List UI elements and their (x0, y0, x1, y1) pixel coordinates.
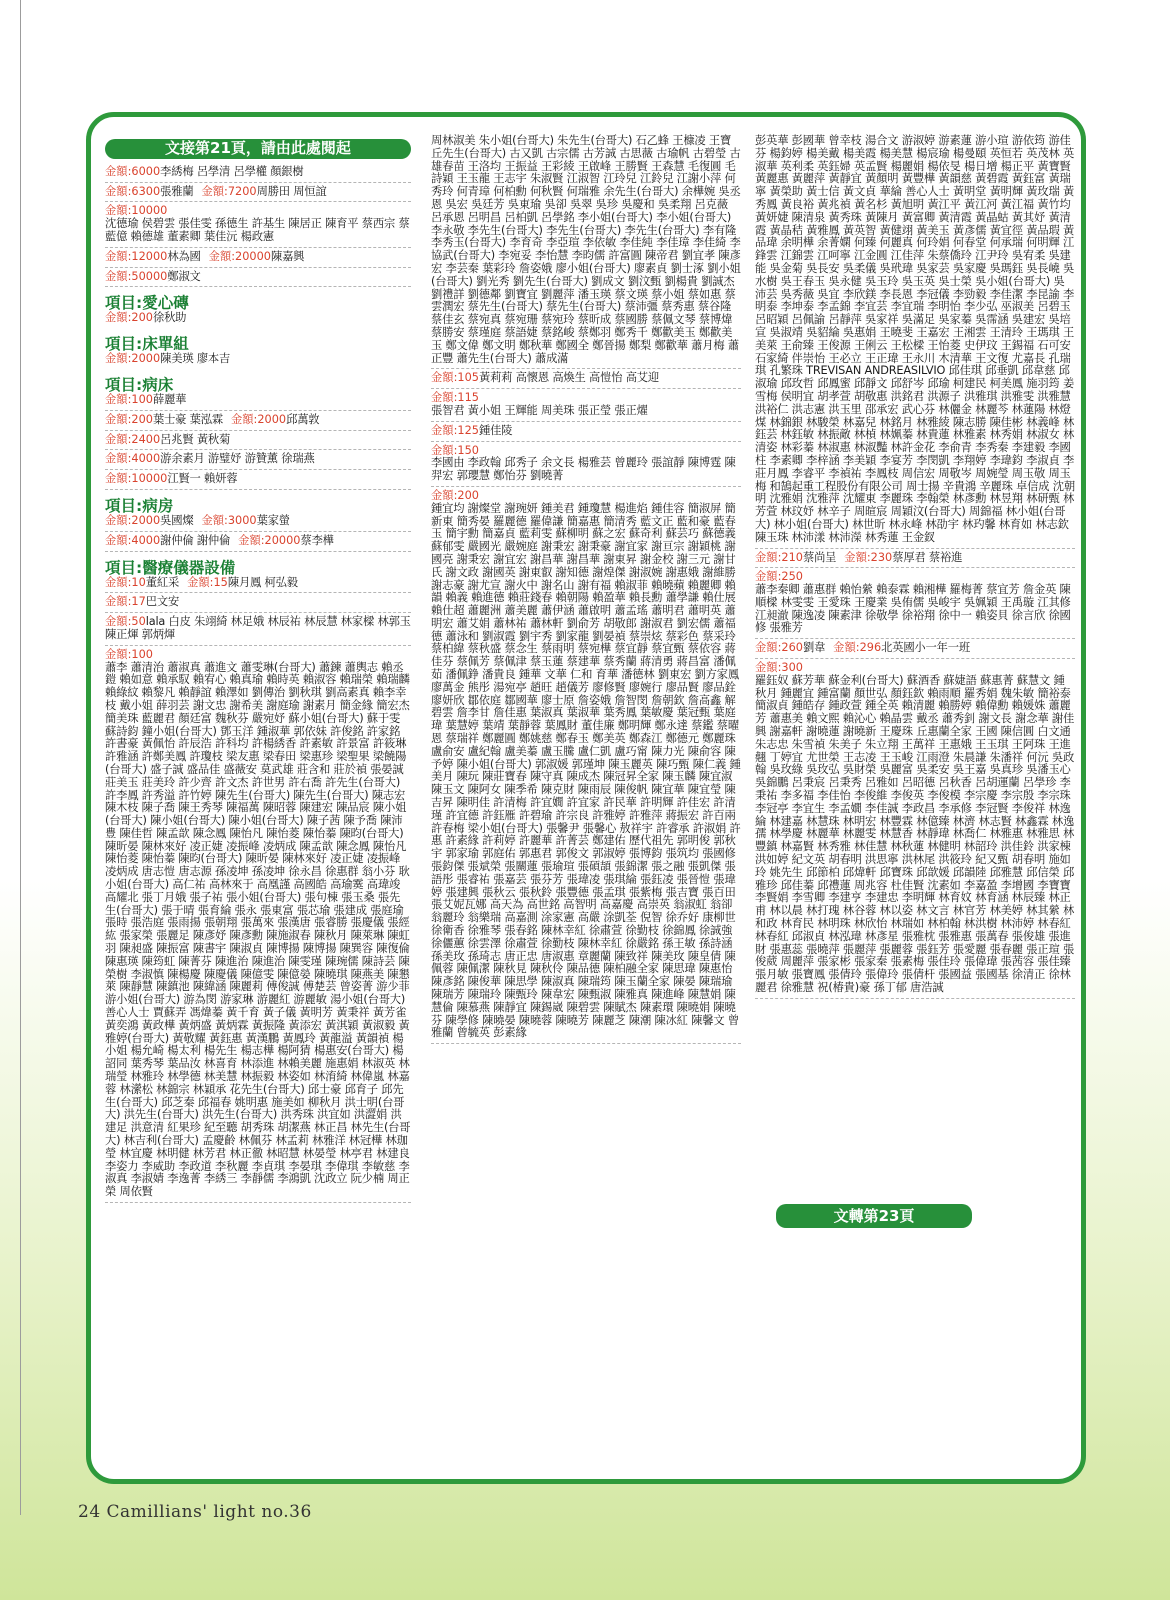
project-heading: 項目:醫療儀器設備 (105, 558, 236, 577)
donation-block (105, 269, 411, 288)
donation-block (105, 553, 411, 594)
amount-label: 金額:6300 (105, 184, 161, 198)
amount-entry (755, 641, 825, 654)
amount-line (755, 662, 1075, 675)
amount-label: 金額:12000 (105, 249, 168, 263)
donor-list: 沈德瑜 侯碧雲 張佳雯 孫德生 許基生 陳居正 陳育平 蔡西宗 蔡藍億 賴德雄 董素卿 葉佳沅 楊政憲 (105, 217, 410, 243)
page-footer: 24 Camillians' light no.36 (78, 1502, 312, 1522)
amount-line (105, 596, 411, 609)
amount-line (105, 616, 411, 642)
amount-entry (105, 270, 201, 283)
donor-list: 蕭李 蕭清治 蕭淑真 蕭進文 蕭雯琳(台哥大) 蕭鍊 蕭輿志 賴丞鎧 賴如意 賴承馭 賴宥心 賴真瑜 賴時英 賴淑容 賴瑞榮 賴瑞麟 賴綠紋 賴黎凡 賴靜誼 賴澤如 劉傳治 劉秋琪 劉高素真 賴李幸枝 戴小姐 薛羽芸 謝文忠 謝希美 謝庭瑜 謝素月 簡金緣 簡宏杰 簡美珠 藍麗君 顏廷富 魏秋芬 嚴宛妤 蘇小姐(台哥大) 蘇于雯 蘇詩鈞 鐘小姐(台哥大) 鄧玉洋 鍾淑華 郭依妹 許俊銘 許家銘 許書豪 黃佩怡 許辰浩 許科均 許楊綉香 許素敏 許景富 許筱琳 許雅涵 許鄭美鳳 許瓊枝 梁友惠 梁春田 梁惠珍 梁聖果 梁饒陽(台哥大) 盛子誠 盛品佳 盛薇安 莫武雄 莊含和 莊於禎 張晏誠 莊美玉 莊美玲 許少齊 許文杰 許世男 許右喬 許先生(台哥大) 許李鳳 許秀溢 許竹婷 陳先生(台哥大) 陳先生(台哥大) 陳志宏 陳木枝 陳子喬 陳王秀琴 陳福萬 陳昭蓉 陳建宏 陳品宸 陳小姐(台哥大) 陳小姐(台哥大) 陳小姐(台哥大) 陳子茜 陳予喬 陳沛豊 陳佳哲 陳孟歆 陳念鳳 陳怡凡 陳怡菱 陳怡蓁 陳昀(台哥大) 陳昕晏 陳林來好 凌正婕 凌振峰 凌炳成 陳孟歆 陳念鳳 陳怡凡 陳怡菱 陳怡蓁 陳昀(台哥大) 陳昕晏 陳林來好 凌正婕 凌振峰 凌炳成 唐志愷 唐志源 孫凌坤 孫凌坤 徐永昌 徐惠群 翁小芬 耿小姐(台哥大) 高仁祐 高林來于 高凰謹 高國皓 高瑜霙 高瑋竣 高耀北 張丁月娥 張子祐 張小姐(台哥大) 張句棟 張玉桑 張先生(台哥大) 張于晴 張育綸 張永 張東富 張芯瑜 張建成 張庭瑜 張時 張浩庭 張雨揚 張朝翔 張萬來 張漢唐 張睿勝 張慶儀 張經紘 張家榮 張麗足 陳彥妤 陳彥勳 陳施淑春 陳秋月 陳萊琳 陳虹羽 陳昶盛 陳振富 陳書宇 陳淑貞 陳博揚 陳博揚 陳巽容 陳復倫 陳惠瑛 陳筠虹 陳菁芬 陳進治 陳進治 陳雯瑾 陳琬儒 陳詩芸 陳榮樹 李淑慎 陳楊慶 陳慶儀 陳億雯 陳億嫈 陳曉琪 陳燕美 陳懇萊 陳靜慧 陳鎮池 陳緯涵 陳麗莉 傅俊誠 傅楚芸 曾姿菁 游少菲 游小姐(台哥大) 游為閔 游家琳 游麗紅 游麗敏 湯小姐(台哥大) 善心人士 賈蘇弄 馮煒蓁 黃千育 黃子儀 黃明芳 黃秉祥 黃芳雀 黃奕鴻 黃政樺 黃炳盛 黃炳霖 黃振隆 黃添宏 黃淇穎 黃淑毅 黃雅婷(台哥大) 黃敬耀 黃鈺惠 黃漢鵬 黃鳳玲 黃龍溢 黃韻禎 楊小姐 楊允崎 楊太利 楊先生 楊志樺 楊阿猜 楊惠安(台哥大) 楊詔同 葉秀琴 葉品汝 林喜育 林添進 林賴美麗 施惠娟 林淑英 林瑞瑩 林雅玲 林學德 林美慧 林振毅 林姿如 林淯綺 林偉嵐 林嘉蓉 林瀠松 林錦宗 林穎承 花先生(台哥大) 邱士豪 邱育子 邱先生(台哥大) 邱芝秦 邱福春 姚明惠 施美如 柳秋月 洪士明(台哥大) 洪先生(台哥大) 洪先生(台哥大) 洪秀珠 洪宜如 洪澀娟 洪建足 洪意清 紅果珍 紀至聽 胡秀珠 胡潔燕 林正昌 林先生(台哥大) 林吉利(台哥大) 孟慶齡 林佩芬 林孟莉 林雅洋 林冠樺 林珈瑩 林宜慶 林明健 林芳君 林正徹 林昭慧 林晏瑩 林亭君 林建良 李姿力 李威助 李政道 李秋麗 李貞琪 李晏琪 李偉琪 李敏慈 李淑真 李淑婧 李逸菁 李綉三 李靜儒 李鴻凱 沈政立 阮少楠 周正榮 周依賢 (105, 660, 411, 1199)
donation-block (105, 533, 411, 552)
donor-names: 葉家螢 (256, 513, 290, 527)
project-heading: 項目:床單組 (105, 335, 189, 354)
amount-label: 金額:105 (431, 371, 479, 385)
donation-block (105, 594, 411, 613)
amount-label: 金額:7200 (201, 184, 257, 198)
donation-list-panel (86, 112, 1086, 1484)
amount-entry (105, 250, 201, 263)
amount-label: 金額:2000 (230, 412, 287, 426)
amount-label: 金額:230 (844, 550, 893, 564)
amount-line (105, 353, 411, 366)
amount-label: 金額:15 (187, 575, 228, 589)
donation-block (105, 614, 411, 646)
amount-entry (431, 489, 479, 502)
amount-entry (431, 444, 479, 457)
donor-names: 呂兆賢 黃秋菊 (160, 432, 231, 446)
donation-block (431, 423, 741, 442)
amount-entry (105, 534, 230, 547)
donation-block (755, 640, 1075, 659)
amount-entry (105, 595, 179, 608)
amount-line (105, 271, 411, 284)
amount-line (105, 186, 411, 199)
amount-label: 金額:115 (431, 391, 479, 405)
amount-label: 金額:150 (431, 443, 479, 457)
amount-label: 金額:4000 (105, 533, 161, 547)
amount-line (105, 453, 411, 466)
amount-label: 金額:210 (755, 550, 803, 564)
amount-line (755, 642, 1075, 655)
donation-block (431, 390, 741, 422)
amount-entry (755, 570, 803, 583)
amount-line (105, 414, 411, 427)
amount-label: 金額:200 (105, 311, 153, 325)
amount-entry (833, 641, 970, 654)
donor-names: 陳嘉興 (270, 249, 305, 263)
donation-block (105, 471, 411, 490)
donor-names: 陳月鳳 柯弘毅 (227, 575, 298, 589)
donation-block (105, 491, 411, 532)
donor-names: 鍾佳陵 (478, 423, 513, 437)
donation-block (105, 647, 411, 1203)
donation-block (105, 164, 411, 183)
amount-entry (105, 352, 230, 365)
amount-label: 金額:10 (105, 575, 146, 589)
donor-names: 徐秋助 (152, 311, 187, 325)
donor-names: 邱萬敦 (286, 412, 320, 426)
amount-entry (105, 413, 223, 426)
amount-label: 金額:200 (105, 412, 153, 426)
amount-label: 金額:20000 (238, 533, 301, 547)
column-right (755, 133, 1075, 1000)
amount-line (431, 372, 741, 385)
left-rule-line (20, 0, 21, 1515)
donation-block (431, 443, 741, 487)
donor-names: 張雅蘭 (160, 184, 194, 198)
donor-list: 羅鈺奴 蘇芳華 蘇金利(台哥大) 蘇酒香 蘇婕語 蘇惠菁 蘇慧文 鍾秋月 鍾麗宜 鍾富蘭 顏世弘 顏鈺欽 賴雨順 羅秀娟 魏朱敏 簡裕泰 簡淑貞 鍾皓存 鍾政萱 鍾全英 賴清麗 賴勝婷 賴偉勳 賴媛姝 蕭麗芳 蕭惠美 賴文熙 賴沁心 賴晶雲 戴丞 蕭秀釗 謝文長 謝念華 謝佳興 謝嘉軒 謝曉蓮 謝曉新 王慶珠 丘惠蘭全家 王國 陳信圓 白文通 朱志忠 朱雪禎 朱美子 朱立翔 王萬祥 王惠娥 王玉琪 王阿珠 王進翹 丁婷宜 尤世榮 王志凌 王玉峻 江雨澄 朱晨謙 朱潘祥 何沅 吳政翰 吳玫綠 吳玫弘 吳財榮 吳麗富 吳柔安 吳王嘉 吳真珍 吳潘玉心 吳錦鵬 呂秉宸 呂秉秀 呂雅如 呂昭德 呂秋香 呂胡運蘭 呂學珍 李秉祐 李多福 李佳怡 李俊維 李俊英 李俊模 李宗慶 李宗殷 李宗珠 李冠亭 李宜生 李孟嫺 李佳誠 李政昌 李承修 李冠賢 李俊祥 林逸綸 林建嘉 林慧珠 林明宏 林豐霖 林億臻 林濟 林志賢 林鑫霖 林逸孺 林學慶 林麗華 林麗雯 林慧香 林靜瑋 林喬仁 林雅惠 林雅思 林豐鎮 林嘉賢 林秀雅 林佳慧 林秋蓮 林健明 林韶玲 洪佳鈴 洪家棟 洪如婷 紀文英 胡春明 洪思寧 洪林尾 洪筱玲 紀又甄 胡春明 施如玲 姚先生 邱節柏 邱煒軒 邱寶珠 邱歆媛 邱韻陸 邱雅慧 邱信榮 邱雅珍 邱佳蓁 邱禮蓮 周兆容 杜佳賢 沈素如 李嘉盈 李增國 李寶寶 李賢娟 李雪卿 李建亨 李建忠 李明輝 林育妏 林育涵 林辰臻 林正甫 林以晨 林打瑰 林谷蓉 林以姿 林文言 林官芳 林美婷 林其縈 林和政 林育民 林明珠 林欣怡 林瑞如 林柏翰 林洪樹 林沛婷 林春紅 林春紅 邱淑貞 林泓瑋 林彥星 張雅枕 張雅惠 張萬春 張俊雄 張進財 張惠蕊 張曉萍 張麗萍 張麗蓉 張鈺芳 張愛麗 張春麗 張正瑄 張俊葳 周麗萍 張家彬 張家秦 張素梅 張佳玲 張偉瑋 張茜容 張佳臻 張月敏 張寶鳳 張倩玲 張偉玲 張倩杆 張國益 張國基 徐清正 徐林麗君 徐雅慧 祝(椿貴)豪 孫丁郁 唐浩誠 (755, 673, 1075, 994)
amount-line (431, 425, 741, 438)
donor-names: 劉韋 (802, 641, 826, 655)
amount-entry (105, 514, 193, 527)
donor-names: 黃莉莉 高懷恩 高煥生 高愷怡 高艾迎 (478, 371, 659, 385)
donation-block (105, 184, 411, 203)
amount-entry (105, 204, 167, 217)
donation-block (105, 412, 411, 431)
amount-label: 金額:296 (833, 641, 882, 655)
amount-entry (431, 371, 659, 384)
donor-list: 彭英華 彭國華 曾幸枝 湯合文 游淑婷 游素蓮 游小瑄 游依筠 游佳芬 楊鈞婷 楊美戴 楊美霞 楊美慧 楊宸瑜 楊曼頤 英恒若 英茂林 英淑華 英利柔 英鈺婦 英孟賢 楊麗娟 楊依旻 楊日增 楊正平 黃寶賢 黃麗惠 黃麗萍 黃靜宜 黃顏明 黃豐樺 黃韻慈 黃碧霞 黃鈺富 黃瑞寧 黃榮助 黃士信 黃文貞 華綸 善心人士 黃明堂 黃明輝 黃玫瑞 黃秀鳳 黃良裕 黃兆禎 黃名杉 黃旭明 黃江平 黃江河 黃江福 黃竹均 黃妍婕 陳清泉 黃秀珠 黃陳月 黃富卿 黃清霞 黃晶蛄 黃其妤 黃清霞 黃晶秸 黃雅鳳 黃英智 黃健翊 黃美玉 黃彥儒 黃宜徑 黃品瑕 黃品瑋 余明樺 余菁嫻 何臻 何麗真 何玲娟 何春堂 何承瑞 何明輝 江鋒雲 江錦雲 江呵寧 江金圓 江佳萍 朱蔡僑玲 江尹玲 吳宥柔 吳建能 吳金菊 吳長安 吳柔儀 吳玳瑋 吳家芸 吳家慶 吳瑪鈺 吳長嶢 吳水樹 吳王春玉 吳永健 吳玉玲 吳玉英 吳士榮 吳小姐(台哥大) 吳沛芸 吳秀薇 吳宜 李欣鎂 李長恩 李冠儀 李勁毅 李佳潔 李昆諭 李明泰 李坤泰 李孟錦 李宜芸 李宜瑞 李明怡 李少弘 巫淑美 呂碧玉 呂昭穎 呂佩諭 呂靜萍 吳家祥 吳滿足 吳家蓁 吳霈涵 吳建宏 吳培宣 吳淑靖 吳貂綸 吳惠娟 王曉斐 王嘉宏 王湘雲 王清玲 王瑪琪 王美萊 王俞臻 王俊源 王俐云 王松樑 王怡菱 史伊玟 王錫福 石可安 石家綺 伴崇怡 王必立 王正瑋 王永川 木清華 王文復 尤嘉長 孔瑞琪 孔繁珠 TREVISAN ANDREASILVIO 邱佳琪 邱垂凱 邱韋慈 邱淑瑜 邱玫哲 邱鳳蜜 邱靜文 邱舒岑 邱瑜 柯建民 柯美鳳 施羽筠 姜雪梅 侯明宜 胡孝萱 胡敬惠 洪銘君 洪源子 洪雅琪 洪雅雯 洪雅慧 洪裕仁 洪志憲 洪玉里 邵承宏 武心芬 林儷金 林麗芩 林蓮陽 林燈煤 林錦銀 林駿榮 林嘉兒 林銘月 林雅綾 陳志勝 陳佳彬 林義峰 林鈺芸 林鈺敏 林振敵 林楨 林姵蓁 林貴蓮 林雅素 林秀娟 林淑女 林清姿 林彩蓁 林淑惠 林淑豔 林許金花 李俞青 李秀秦 李建毅 李國柱 李素卿 李梓涵 李美穎 李宴芳 李閔凱 李翔婷 李瑋鈞 李淑貞 李莊月鳳 李睿平 李禎祐 李鳳枝 周信宏 周敬岑 周婉瑩 周玉敬 周玉梅 和鵠起重工程股份有限公司 周士揚 辛貴鴻 辛麗珠 卓信成 沈朝明 沈雅娟 沈雅萍 沈耀東 李麗珠 李翰榮 林彥勳 林昱翔 林研甄 林芳萱 林玟妤 林辛子 周暄宸 周穎汶(台哥大) 周錦福 林小姐(台哥大) 林小姐(台哥大) 林世昕 林永峰 林劭宇 林玓馨 林育如 林志欽 陳玉珠 林沛漾 林沛濚 林秀蓮 王金釵 (755, 134, 1075, 544)
donor-list: 張智君 黃小姐 王輝能 周美珠 張正瑩 張正燿 (431, 403, 648, 417)
donation-block (755, 660, 1075, 999)
amount-entry (231, 413, 319, 426)
column-left (105, 139, 411, 1204)
amount-entry (201, 185, 326, 198)
amount-label: 金額:260 (755, 641, 803, 655)
amount-label: 金額:20000 (208, 249, 271, 263)
donation-block (755, 133, 1075, 549)
amount-entry (105, 452, 315, 465)
project-heading: 項目:病房 (105, 496, 174, 515)
amount-entry (238, 534, 334, 547)
amount-line (105, 251, 411, 264)
amount-entry (431, 391, 479, 404)
amount-entry (755, 551, 836, 564)
donation-block (431, 370, 741, 389)
amount-entry (105, 393, 186, 406)
donor-names: 巴文安 (145, 595, 180, 609)
donor-names: 游余素月 游璧妤 游贊薰 徐瑞燕 (160, 452, 315, 466)
column-middle (431, 133, 741, 1045)
amount-label: 金額:250 (755, 570, 803, 584)
donor-names: 董紅采 (145, 575, 180, 589)
donor-names: 鄭淑文 (167, 269, 201, 283)
donation-block (755, 550, 1075, 569)
donation-block (105, 370, 411, 411)
amount-line (105, 577, 411, 590)
amount-entry (105, 185, 193, 198)
donation-block (431, 488, 741, 1044)
donor-names: 林為國 (167, 249, 201, 263)
amount-entry (105, 165, 304, 178)
donor-names: 薛麗華 (152, 392, 187, 406)
amount-label: 金額:300 (755, 661, 803, 675)
amount-entry (105, 615, 411, 641)
donation-block (755, 569, 1075, 639)
donor-list: 鍾宜均 謝燦堂 謝琬妍 鍾美君 鍾瓊慧 楊進焰 鍾佳容 簡淑屏 簡新東 簡秀晏 羅麗德 羅偉謙 簡嘉惠 簡清秀 藍文正 藍和豪 藍春玉 簡宇勳 簡嘉貞 藍莉雯 蘇柳明 蘇之宏 蘇奇利 蘇芸巧 蘇德義 蘇郁雯 嚴國光 嚴婉庭 謝秉宏 謝秉豪 謝宜家 謝亘宗 謝穎桃 謝國亮 謝秉宏 謝宜宏 謝昌華 謝昌華 謝東昇 謝金校 謝三元 謝甘氏 謝文政 謝國英 謝東叡 謝知德 謝煌傑 謝淑婉 謝惠娥 謝維勝 謝志豪 謝尤宣 謝火中 謝名山 謝有福 賴淑菲 賴曉蘋 賴麗卿 賴韻 賴義 賴進德 賴莊錢春 賴朝陽 賴盈華 賴長勳 蕭學謙 賴仕展 賴仕超 蕭麗洲 蕭美麗 蕭伊涵 蕭啟明 蕭孟瑤 蕭明君 蕭明英 蕭明宏 蕭艾娟 蕭林祐 蕭林軒 劉俞芳 胡敬郎 謝淑君 劉宏儒 蕭福德 蕭泳和 劉淑霞 劉宇秀 劉家龍 劉晏禎 蔡崇炫 蔡彩色 蔡采玲 蔡柏緯 蔡秋盛 蔡念生 蔡雨明 蔡宛樺 蔡宜靜 蔡宜甄 蔡依容 蔣佳芬 蔡佩芳 蔡佩津 蔡玉蓮 蔡建華 蔡秀蘭 蔣清勇 蔣昌富 潘佩茹 潘佩錚 潘貴良 鍾華 文華 仁和 育華 潘德林 劉東宏 劉方家鳳 廖萬金 熊彤 湯宛亭 趙旺 趙儀芳 廖修賢 廖婉行 廖品賢 廖品銓 廖妍欣 鄒依庭 鄒國華 廖士原 詹姿娥 詹智閔 詹朝欽 詹高鑫 解碧雲 詹李甘 詹佳惠 葉淑真 葉淑華 葉秀鳳 葉敏慶 葉冠甄 葉庭瑋 葉慧婷 葉靖 葉靜蓉 葉鳳財 董佳廉 鄭明輝 鄭永達 蔡鑑 蔡曜恩 蔡瑞祥 鄭麗圓 鄭姚慈 鄭春玉 鄭美英 鄭森江 鄭德元 鄭麗珠 盧俞安 盧紀翰 盧美蓁 盧玉騰 盧仁凱 盧巧甯 陳力光 陳俞容 陳予婷 陳小姐(台哥大) 郭淑媛 郭瑾坤 陳玉麗英 陳巧甄 陳仁義 鍾美月 陳玩 陳莊寶春 陳守真 陳成杰 陳冠昇全家 陳玉麟 陳宜淑 陳玉文 陳阿女 陳季希 陳克財 陳雨辰 陳俊帆 陳宜華 陳宜瑩 陳吉昇 陳明佳 許清梅 許宜嫺 許宜家 許民華 許明輝 許佳宏 許清瑾 許宜德 許鈺雁 許碧瑜 許宗良 許雅婷 許雅萍 蔣振宏 許百兩 許春梅 梁小姐(台哥大) 張馨尹 張馨心 敖祥宇 許睿承 許淑娟 許惠 許素緣 許莉婷 許麗華 許菁芸 鄭建佑 歷代祖先 郭明俊 郭秋宇 郭家瑜 郭庭佑 郭惠君 郭俊文 郭淑婷 張博鈞 張筑均 張國修 張鈞傑 張斌榮 張關蓮 張瑜瑄 張碩頡 張錦潔 張之融 張凱傑 張語彤 張睿祐 張嘉芸 張芬芳 張瑋凌 張琪綸 張鈺凌 張晉愷 張瑋婷 張建興 張秋云 張秋鈴 張豐德 張孟琪 張紫梅 張吉寶 張百田 張艾妮瓦娜 高天為 高世銘 高智明 高嘉慶 高崇英 翁淑虹 翁卻 翁麗玲 翁樂瑞 高嘉測 涂家憲 高嚴 涂凱荃 倪智 徐乔好 康柳世 徐衛香 徐雅琴 張春銘 陳林幸紅 徐肅萱 徐勤枝 徐錦鳳 徐誠強 徐儷蕙 徐雲澤 徐肅萱 徐勤枝 陳林幸紅 徐嚴銘 孫王敏 孫詩涵 孫美玫 孫琦志 唐正忠 唐淑惠 章麗蘭 陳致祥 陳美玫 陳皇倩 陳佩蓉 陳佩潔 陳秋見 陳秋伶 陳品德 陳柏融全家 陳思瑋 陳惠怡 陳彥銘 陳俊華 陳思學 陳淑真 陳瑞筠 陳玉蘭全家 陳晏 陳瑞瑜 陳瑞芳 陳瑞玲 陳甄玲 陳韋宏 陳甄淑 陳雅真 陳進峰 陳慧娟 陳慧倫 陳慕燕 陳靜宜 陳錫崴 陳碧雲 陳賦杰 陳素環 陳曉娟 陳曉芬 陳學修 陳曉晏 陳曉蓉 陳曉芳 陳麗芝 陳潮 陳冰紅 陳馨文 曾雅蘭 曾毓英 彭素緣 (431, 501, 741, 1040)
amount-label: 金額:2000 (105, 352, 161, 366)
donor-names: 謝仲倫 謝仲倫 (160, 533, 231, 547)
donor-names: 蔡尚呈 (802, 550, 837, 564)
amount-entry (431, 424, 512, 437)
donor-names: lala 白皮 朱翊綺 林足娥 林辰祐 林辰慧 林家樑 林郭玉 陳正煇 郭炳煇 (105, 615, 411, 641)
amount-label: 金額:50000 (105, 269, 168, 283)
donation-block (105, 451, 411, 470)
donation-block (105, 329, 411, 369)
donor-names: 吳國燦 (160, 513, 194, 527)
donor-list: 李國由 李政翰 邱秀子 余文長 楊雅芸 曾麗玲 張誼靜 陳博霆 陳羿宏 郭瓔慧 鄭怡芬 劉曉菁 (431, 456, 736, 483)
amount-line (105, 535, 411, 548)
amount-entry (105, 576, 179, 589)
amount-label: 金額:10000 (105, 204, 168, 218)
amount-line (755, 552, 1075, 565)
amount-line (105, 473, 411, 486)
amount-entry (209, 250, 305, 263)
amount-line (105, 394, 411, 407)
donation-block (431, 133, 741, 369)
amount-entry (187, 576, 298, 589)
amount-line (105, 312, 411, 325)
project-heading: 項目:病床 (105, 375, 174, 394)
amount-label: 金額:10000 (105, 472, 168, 486)
donor-list: 周林淑美 朱小姐(台哥大) 朱先生(台哥大) 石乙蜂 王槺凌 王寶 丘先生(台哥大) 古又凱 古宗儒 古芳誠 古思薇 古瑜帆 古碧瑩 古雄春苗 王洛均 王振益 王彩綾 王啟峰 王勝賢 王森慧 毛復圓 毛詩穎 王玉龍 王志宇 朱淑賢 江淑智 江玲兒 江鈴兒 江謝小萍 何秀玲 何青璋 何柏勳 何秋賢 何瑞雅 余先生(台哥大) 余樺婉 吳丞恩 吳宏 吳廷芳 吳東瑜 吳卻 吳翠 吳珍 吳慶和 吳柔翔 呂克薇 呂承恩 呂明昌 呂柏凱 呂學銘 李小姐(台哥大) 李小姐(台哥大) 李永敬 李先生(台哥大) 李先生(台哥大) 李先生(台哥大) 李有隆 李秀玉(台哥大) 李育奇 李亞瑄 李依敏 李佳純 李佳璋 李佳綺 李協武(台哥大) 李宛妥 李怡慧 李昀儒 許富圓 陳帝君 劉宜孝 陳彥宏 李芸秦 葉彩玲 詹姿娥 廖小姐(台哥大) 廖素貞 劉士涿 劉小姐(台哥大) 劉光秀 劉先生(台哥大) 劉成文 劉汶甄 劉楊貴 劉誠杰 劉禮詳 劉德鄰 劉寶宜 劉麗萍 潘玉瑛 蔡文瑛 蔡小姐 蔡如惠 蔡雲潤宏 蔡先生(台哥大) 蔡先生(台哥大) 蔡沛彊 蔡秀惠 蔡谷隆 蔡佳玄 蔡宛真 蔡宛珊 蔡宛玲 蔡昕成 蔡國勝 蔡佩文琴 蔡博煒 蔡勝安 蔡瑾庭 蔡語婕 蔡銘峻 蔡鄭羽 鄭秀千 鄭歡美玉 鄭歡美玉 鄭文偉 鄭文明 鄭秋華 鄭國全 鄭晉揚 鄭梨 鄭歡華 蕭月梅 蕭正豐 蕭先生(台哥大) 蕭成滿 (431, 134, 741, 365)
amount-label: 金額:2400 (105, 432, 161, 446)
amount-label: 金額:17 (105, 595, 146, 609)
amount-entry (105, 311, 186, 324)
donor-names: 李綉梅 呂學清 呂學權 顏銀樹 (160, 164, 304, 178)
section-banner: 文接第21頁，請由此處閱起 (105, 139, 411, 159)
amount-label: 金額:100 (105, 647, 153, 661)
amount-entry (105, 648, 153, 661)
amount-label: 金額:50 (105, 615, 146, 629)
amount-entry (844, 551, 962, 564)
donor-names: 葉士豪 葉泓霖 (152, 412, 223, 426)
donation-block (105, 432, 411, 451)
amount-label: 金額:100 (105, 392, 153, 406)
amount-line (431, 490, 741, 503)
donation-block (105, 288, 411, 328)
donor-names: 蔡李樺 (300, 533, 334, 547)
amount-line (105, 649, 411, 662)
amount-label: 金額:125 (431, 423, 479, 437)
donor-names: 陳美瑛 廖本吉 (160, 352, 231, 366)
donor-names: 江賢一 賴妍蓉 (167, 472, 238, 486)
project-heading: 項目:愛心磚 (105, 294, 189, 313)
continued-on-page-banner: 文轉第23頁 (776, 1204, 972, 1228)
amount-entry (201, 514, 289, 527)
amount-entry (105, 433, 230, 446)
amount-label: 金額:2000 (105, 513, 161, 527)
amount-line (105, 166, 411, 179)
donor-list: 蕭李秦卿 蕭惠群 賴怡縈 賴泰霖 賴湘樺 羅梅菁 蔡宜芳 詹金英 陳順樑 林雯雯 王愛珠 王慶業 吳侑儒 吳峻宇 吳姵穎 王禹璇 江其修 江昶澈 陳逸凌 陳素津 徐敬學 徐裕翔 徐中一 賴姿貝 徐言欣 徐國修 張雅芳 (755, 583, 1071, 635)
amount-line (105, 515, 411, 528)
donor-names: 北英國小一年一班 (881, 641, 970, 655)
amount-label: 金額:3000 (201, 513, 257, 527)
donation-block (105, 249, 411, 268)
amount-entry (105, 472, 237, 485)
amount-label: 金額:4000 (105, 452, 161, 466)
donor-names: 蔡厚君 蔡裕進 (892, 550, 963, 564)
donation-block (105, 203, 411, 247)
donor-names: 周勝田 周恒誼 (256, 184, 327, 198)
amount-label: 金額:200 (431, 488, 479, 502)
amount-entry (755, 661, 803, 674)
amount-line (105, 434, 411, 447)
amount-label: 金額:6000 (105, 164, 161, 178)
